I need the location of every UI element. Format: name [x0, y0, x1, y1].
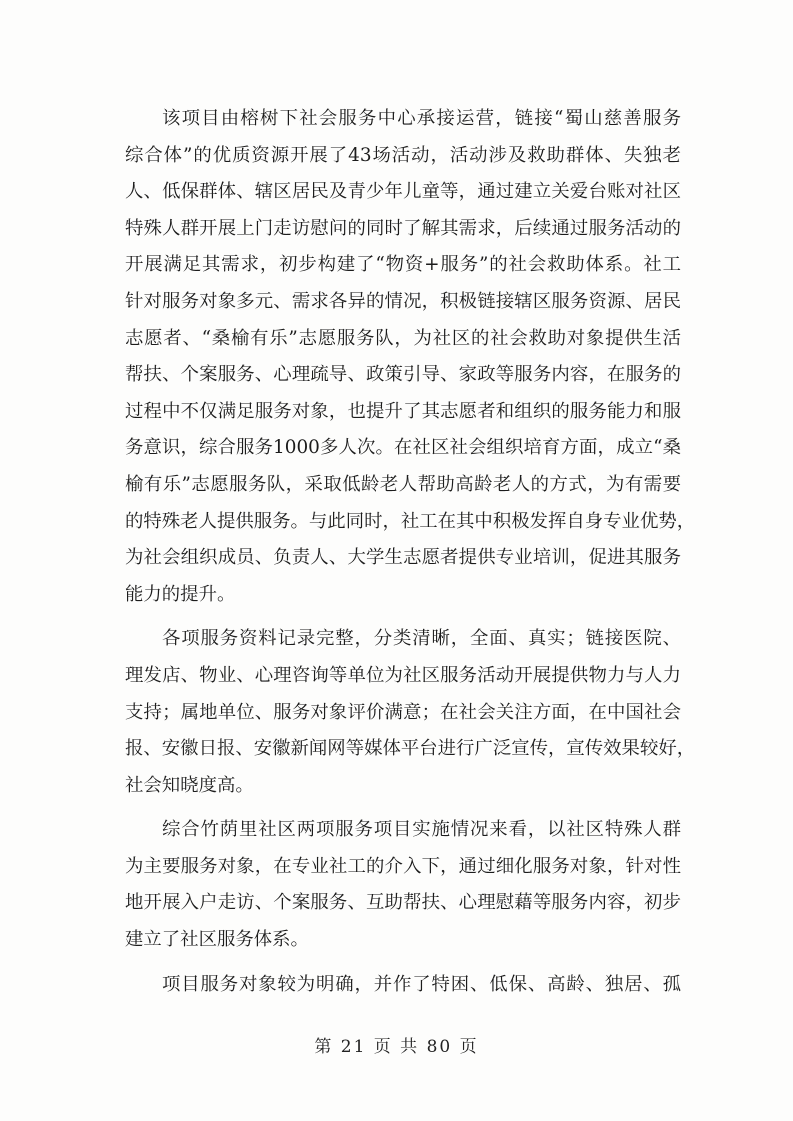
text-line: 过程中不仅满足服务对象，也提升了其志愿者和组织的服务能力和服 [125, 400, 681, 422]
text-line: 综合体”的优质资源开展了43场活动，活动涉及救助群体、失独老 [125, 144, 681, 166]
text-line: 特殊人群开展上门走访慰问的同时了解其需求，后续通过服务活动的 [125, 217, 681, 239]
text-line: 志愿者、“桑榆有乐”志愿服务队，为社区的社会救助对象提供生活 [125, 327, 681, 349]
text-line: 理发店、物业、心理咨询等单位为社区服务活动开展提供物力与人力 [125, 664, 681, 686]
text-line: 开展满足其需求，初步构建了“物资+服务”的社会救助体系。社工 [125, 254, 681, 276]
text-line: 能力的提升。 [125, 583, 236, 605]
text-line: 报、安徽日报、安徽新闻网等媒体平台进行广泛宣传，宣传效果较好， [125, 738, 696, 760]
paragraph-service-targets [125, 967, 681, 1004]
document-body [125, 101, 696, 1011]
paragraph-project-operation [125, 101, 696, 613]
text-line: 榆有乐”志愿服务队，采取低龄老人帮助高龄老人的方式，为有需要 [125, 473, 681, 495]
paragraph-summary [125, 812, 681, 958]
paragraph-service-records [125, 621, 696, 804]
text-line: 社会知晓度高。 [125, 774, 254, 796]
text-line: 各项服务资料记录完整，分类清晰，全面、真实；链接医院、 [162, 628, 681, 650]
text-line: 为社会组织成员、负责人、大学生志愿者提供专业培训，促进其服务 [125, 547, 681, 569]
page-number-footer: 第 21 页 共 80 页 [314, 1037, 479, 1057]
text-line: 综合竹荫里社区两项服务项目实施情况来看，以社区特殊人群 [162, 819, 681, 841]
text-line: 人、低保群体、辖区居民及青少年儿童等，通过建立关爱台账对社区 [125, 181, 681, 203]
text-line: 项目服务对象较为明确，并作了特困、低保、高龄、独居、孤 [162, 973, 681, 995]
text-line: 支持；属地单位、服务对象评价满意；在社会关注方面，在中国社会 [125, 701, 681, 723]
text-line: 为主要服务对象，在专业社工的介入下，通过细化服务对象，针对性 [125, 855, 681, 877]
text-line: 的特殊老人提供服务。与此同时，社工在其中积极发挥自身专业优势， [125, 510, 696, 532]
text-line: 建立了社区服务体系。 [125, 929, 309, 951]
text-line: 地开展入户走访、个案服务、互助帮扶、心理慰藉等服务内容，初步 [125, 892, 681, 914]
text-line: 帮扶、个案服务、心理疏导、政策引导、家政等服务内容，在服务的 [125, 364, 681, 386]
text-line: 针对服务对象多元、需求各异的情况，积极链接辖区服务资源、居民 [125, 290, 681, 312]
text-line: 该项目由榕树下社会服务中心承接运营，链接“蜀山慈善服务 [162, 108, 681, 129]
text-line: 务意识，综合服务1000多人次。在社区社会组织培育方面，成立“桑 [125, 437, 681, 459]
